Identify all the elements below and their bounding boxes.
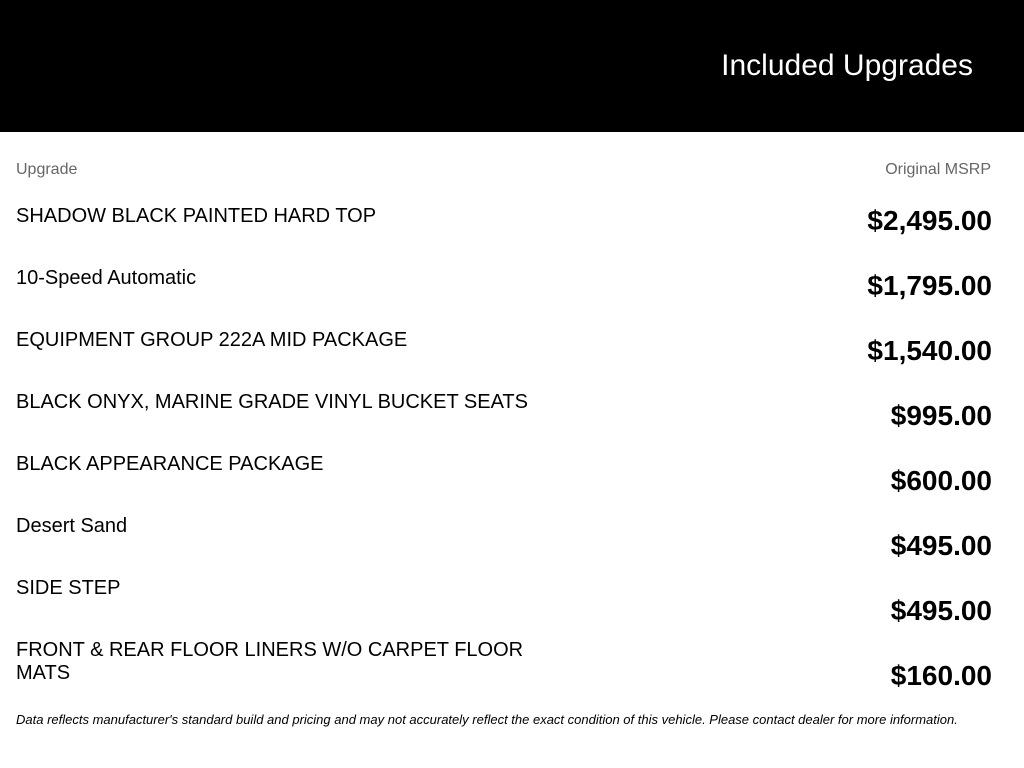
upgrade-price: $600.00	[890, 465, 992, 496]
upgrade-price: $495.00	[890, 595, 992, 626]
upgrade-row	[0, 505, 1024, 567]
upgrade-name: BLACK APPEARANCE PACKAGE	[16, 453, 324, 475]
upgrade-name: Desert Sand	[16, 515, 128, 537]
upgrade-price: $2,495.00	[867, 205, 992, 236]
page-header	[0, 0, 1024, 132]
upgrade-price: $995.00	[890, 400, 992, 431]
disclaimer-text: Data reflects manufacturer's standard build and pricing and may not accurately reflect the exact condition of this vehicle. Please contact dealer for more information.	[16, 712, 958, 727]
upgrade-row	[0, 195, 1024, 257]
upgrade-name: FRONT & REAR FLOOR LINERS W/O CARPET FLOOR MATS	[16, 639, 524, 684]
upgrade-price: $160.00	[890, 660, 992, 691]
upgrade-name: EQUIPMENT GROUP 222A MID PACKAGE	[16, 329, 408, 351]
upgrade-name: SIDE STEP	[16, 577, 121, 599]
upgrade-column-header: Upgrade	[16, 161, 78, 178]
msrp-column-header: Original MSRP	[885, 161, 991, 178]
upgrade-name: SHADOW BLACK PAINTED HARD TOP	[16, 205, 377, 227]
upgrade-price: $1,540.00	[867, 335, 992, 366]
upgrade-name: BLACK ONYX, MARINE GRADE VINYL BUCKET SEATS	[16, 391, 528, 413]
upgrade-price: $495.00	[890, 530, 992, 561]
page-title: Included Upgrades	[721, 49, 973, 82]
upgrade-row	[0, 567, 1024, 629]
upgrade-row	[0, 257, 1024, 319]
upgrade-name: 10-Speed Automatic	[16, 267, 197, 289]
upgrade-row	[0, 319, 1024, 381]
upgrade-row	[0, 629, 1024, 709]
upgrade-row	[0, 443, 1024, 505]
upgrade-price: $1,795.00	[867, 270, 992, 301]
upgrade-row	[0, 381, 1024, 443]
